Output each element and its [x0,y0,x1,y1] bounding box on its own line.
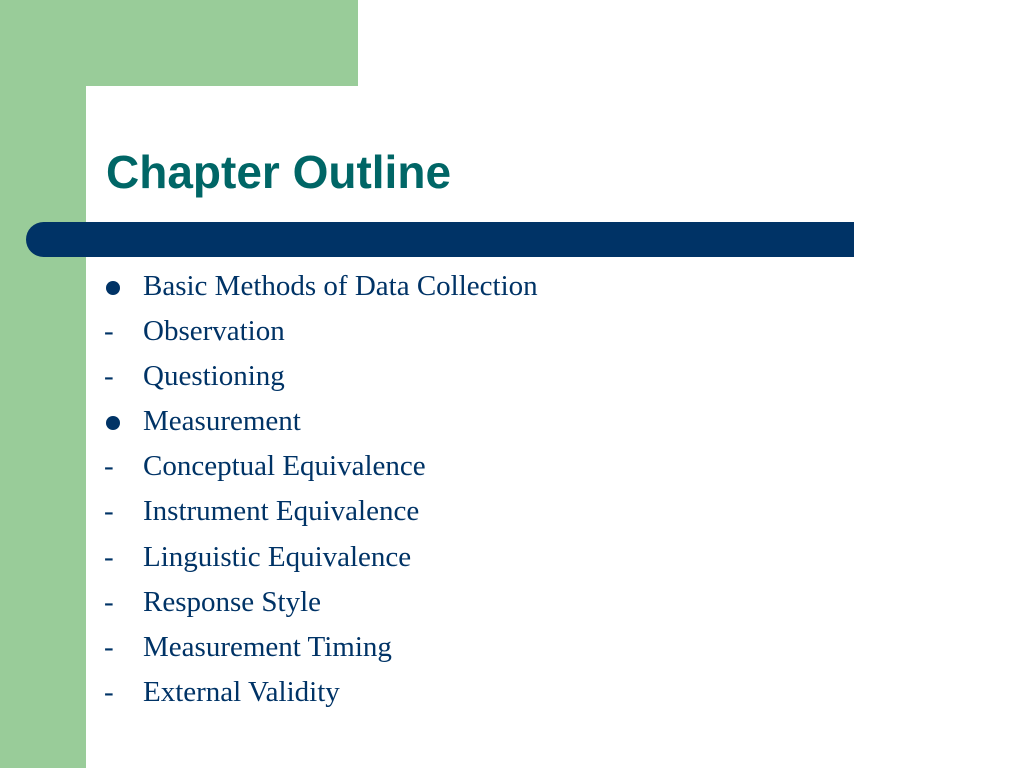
dash-marker: - [104,360,114,393]
top-green-band [0,0,358,86]
outline-item-text: Measurement [143,405,301,438]
outline-item-text: External Validity [143,675,340,708]
outline-item-text: Instrument Equivalence [143,495,420,528]
outline-item-text: Conceptual Equivalence [143,450,426,483]
outline-item-text: Questioning [143,360,285,393]
left-green-band [0,0,86,768]
outline-item-text: Measurement Timing [143,630,392,663]
slide-title: Chapter Outline [106,146,452,198]
dash-marker: - [104,540,114,573]
dash-marker: - [104,630,114,663]
outline-item-text: Linguistic Equivalence [143,540,412,573]
dash-marker: - [104,495,114,528]
outline-item-text: Response Style [143,585,322,618]
dash-marker: - [104,675,114,708]
title-underline-bar [26,222,854,257]
outline-item-text: Basic Methods of Data Collection [143,270,538,302]
dash-marker: - [104,315,114,348]
dash-marker: - [104,585,114,618]
outline-item-text: Observation [143,315,285,348]
dash-marker: - [104,450,114,483]
